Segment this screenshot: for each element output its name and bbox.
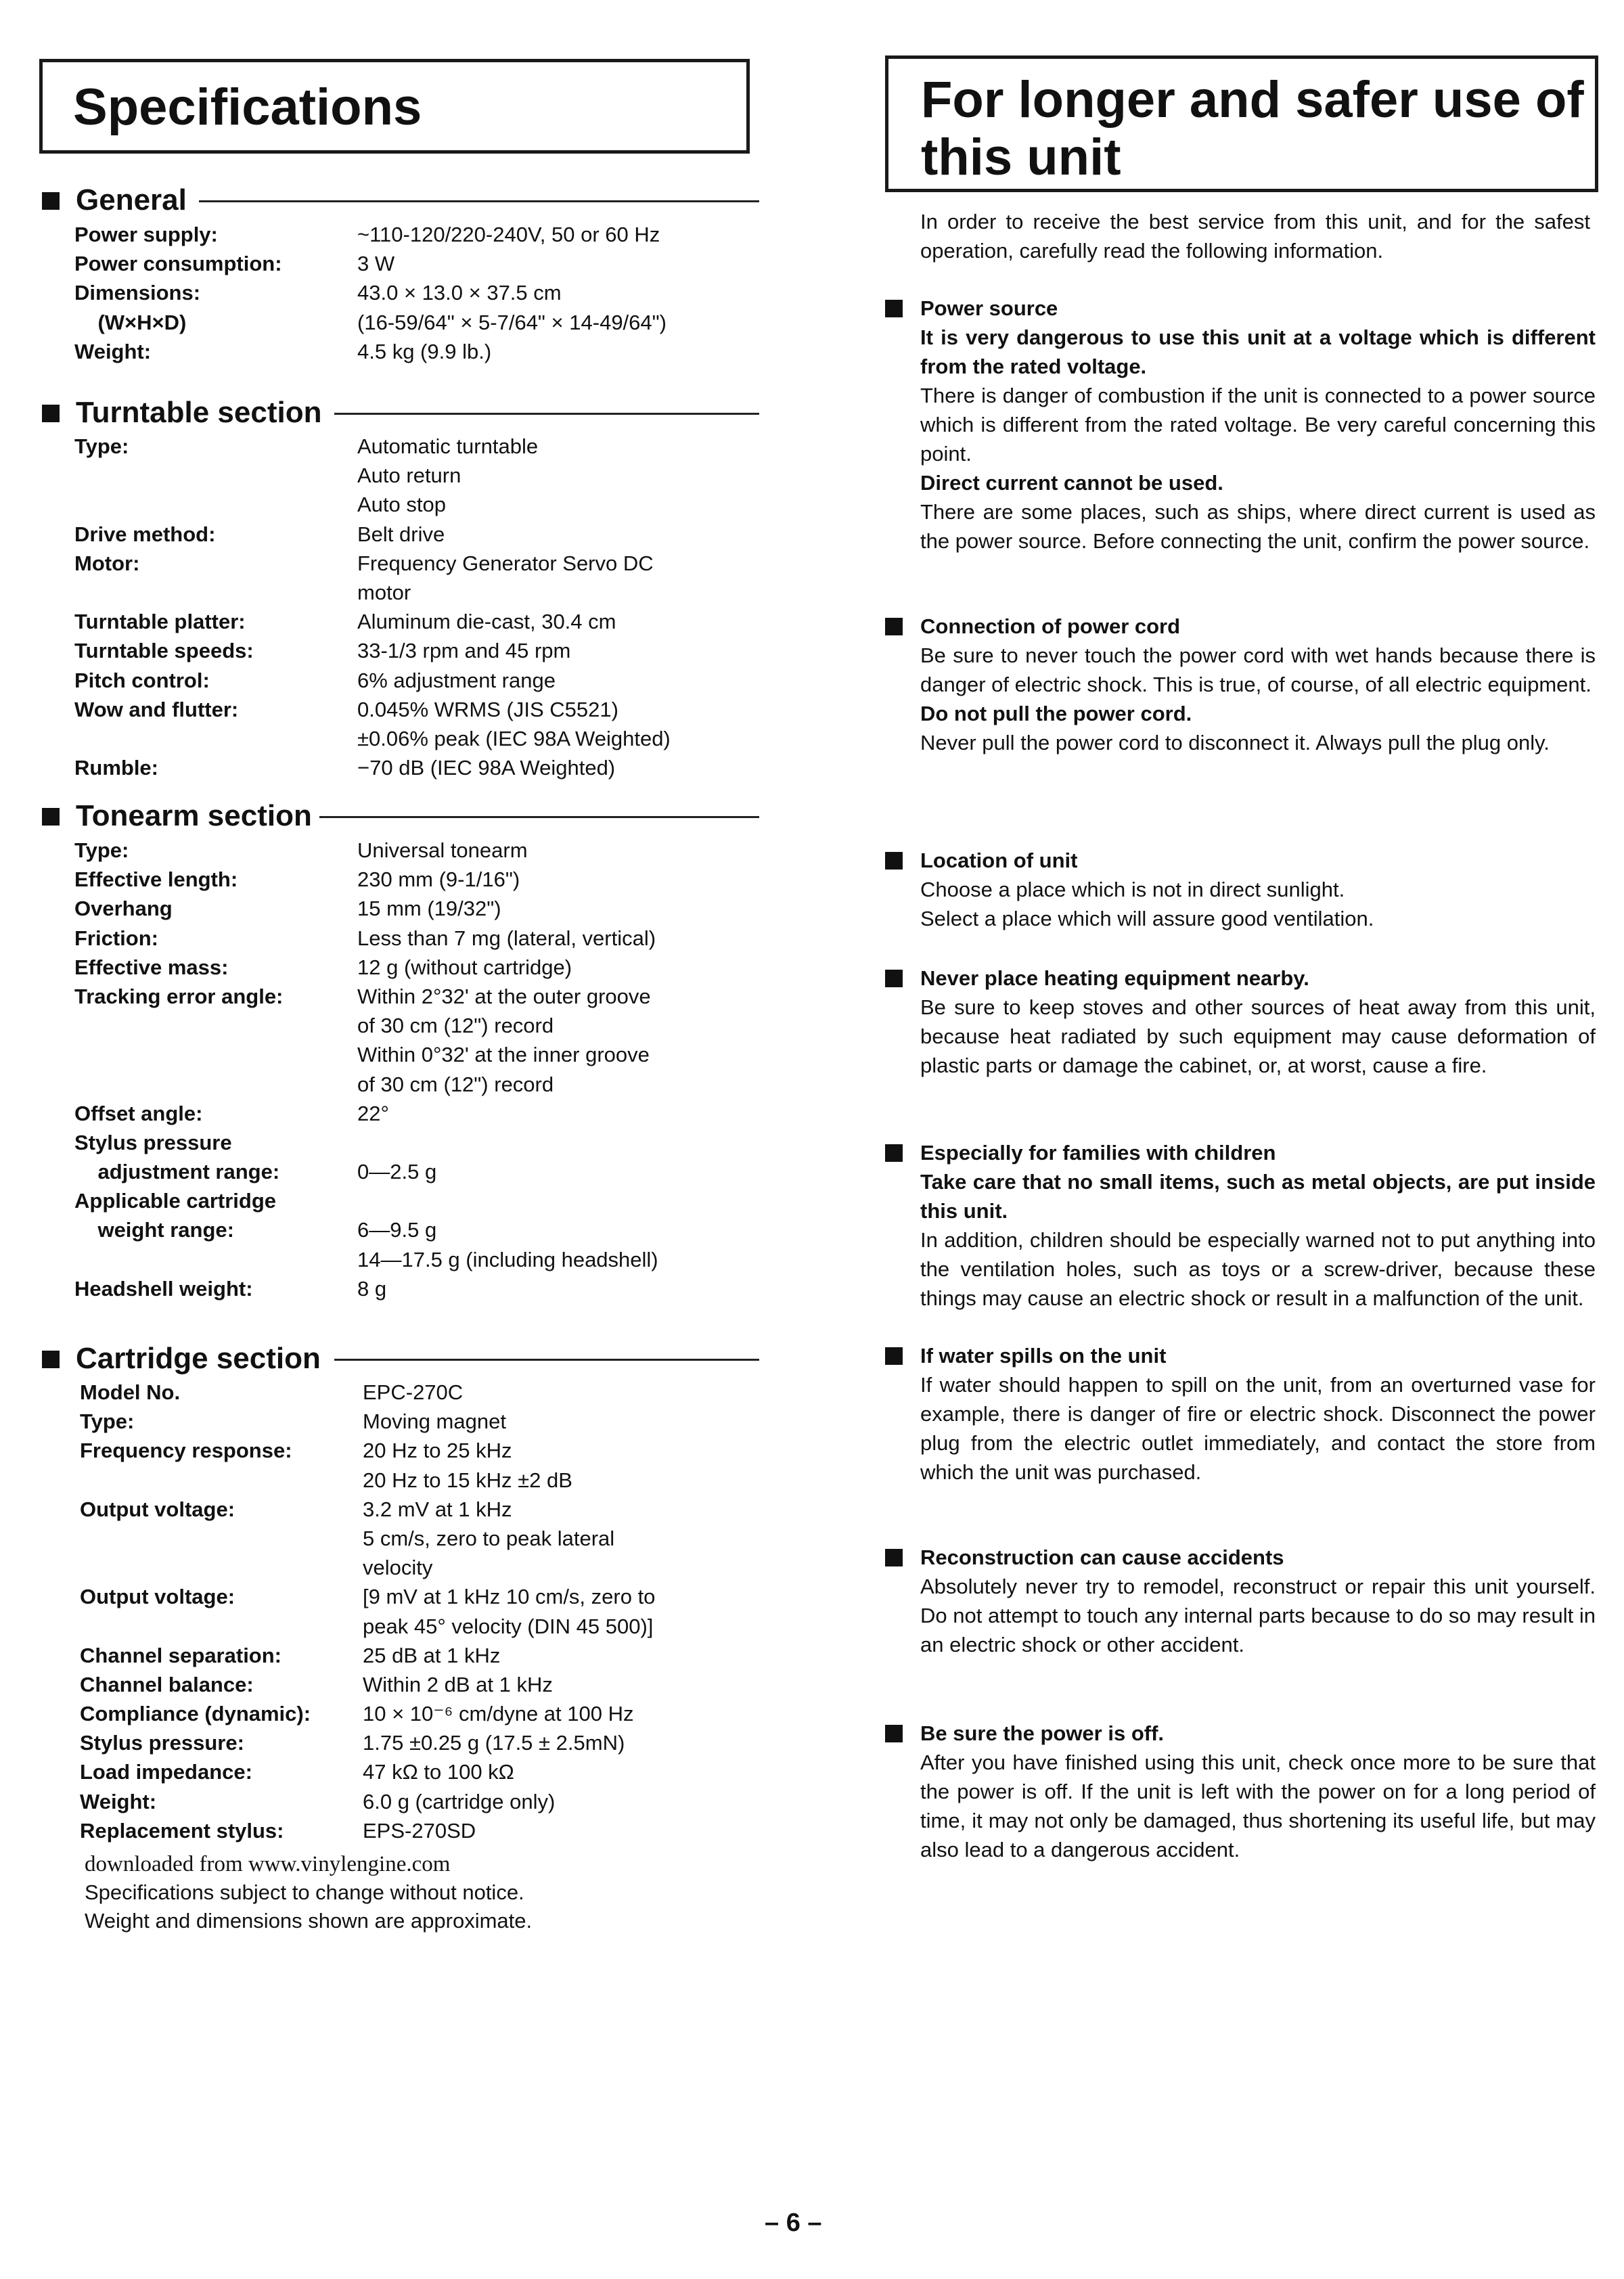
- heating-section: [885, 964, 1596, 1080]
- spec-value: 12 g (without cartridge): [357, 955, 572, 979]
- spec-row: [74, 1070, 765, 1099]
- power-off-section: [885, 1719, 1596, 1864]
- location-section: [885, 846, 1596, 933]
- spec-value: 20 Hz to 15 kHz ±2 dB: [363, 1468, 572, 1492]
- spec-value: of 30 cm (12") record: [357, 1072, 554, 1096]
- warning-text: Do not pull the power cord.: [920, 702, 1192, 725]
- spec-value: 5 cm/s, zero to peak lateral: [363, 1526, 615, 1550]
- spec-row: [74, 1186, 765, 1215]
- spec-value: ~110-120/220-240V, 50 or 60 Hz: [357, 223, 660, 246]
- safety-title: For longer and safer use of this unit: [885, 55, 1598, 192]
- section-tonearm: [42, 797, 759, 835]
- spec-value: Less than 7 mg (lateral, vertical): [357, 926, 656, 950]
- section-rule: [319, 816, 759, 818]
- reconstruction-section: [885, 1543, 1596, 1659]
- spec-label: Weight:: [74, 339, 152, 363]
- spec-label: Headshell weight:: [74, 1276, 253, 1301]
- body-text: Choose a place which is not in direct sunlight.: [920, 878, 1345, 901]
- spec-value: velocity: [363, 1556, 433, 1580]
- spec-row: [80, 1466, 770, 1495]
- spec-value: 3.2 mV at 1 kHz: [363, 1497, 512, 1521]
- spec-row: [80, 1407, 770, 1436]
- spec-value: Aluminum die-cast, 30.4 cm: [357, 610, 616, 634]
- spec-value: 0—2.5 g: [357, 1160, 437, 1184]
- bullet-square-icon: [885, 1144, 903, 1162]
- spec-value: 0.045% WRMS (JIS C5521): [357, 697, 618, 721]
- source-note: downloaded from www.vinylengine.com: [85, 1852, 451, 1876]
- spec-label: Weight:: [80, 1789, 157, 1813]
- spec-label: adjustment range:: [74, 1160, 280, 1184]
- general-rows: [74, 220, 765, 366]
- body-text: There is danger of combustion if the unit is connected to a power source which is different from the rated voltage. Be very careful concerning this point.: [920, 384, 1596, 466]
- spec-row: [74, 836, 765, 865]
- bullet-square-icon: [885, 1347, 903, 1365]
- bullet-square-icon: [885, 1725, 903, 1742]
- specifications-title: Specifications: [39, 59, 750, 154]
- spec-row: [74, 278, 765, 307]
- spec-value: Universal tonearm: [357, 838, 528, 862]
- spec-value: 22°: [357, 1101, 389, 1125]
- spec-label: Effective length:: [74, 867, 238, 892]
- spec-row: [74, 1099, 765, 1128]
- spec-row: [80, 1699, 770, 1728]
- body-text: There are some places, such as ships, where direct current is used as the power source. Before connecting the unit, confirm the power source.: [920, 500, 1596, 553]
- intro-paragraph: In order to receive the best service from this unit, and for the safest operation, carefully read the following information.: [920, 210, 1590, 263]
- spec-value: 43.0 × 13.0 × 37.5 cm: [357, 281, 562, 305]
- spec-label: Tracking error angle:: [74, 984, 284, 1008]
- power-source-section: [885, 294, 1596, 556]
- spec-row: [80, 1378, 770, 1407]
- spec-row: [80, 1436, 770, 1465]
- spec-row: [80, 1612, 770, 1641]
- spec-value: Auto stop: [357, 493, 446, 517]
- body-text: Absolutely never try to remodel, reconstruct or repair this unit yourself. Do not attempt to touch any internal parts because to do so may result in an electric shock or other accident.: [920, 1575, 1596, 1656]
- section-title: General: [76, 183, 187, 217]
- spec-row: [74, 953, 765, 982]
- spec-row: [74, 461, 765, 490]
- spec-value: Auto return: [357, 464, 461, 488]
- spec-row: [74, 1215, 765, 1244]
- spec-row: [80, 1553, 770, 1582]
- section-heading: Connection of power cord: [920, 614, 1181, 638]
- spec-row: [74, 1011, 765, 1040]
- body-text: If water should happen to spill on the unit, from an overturned vase for example, there is danger of fire or electric shock. Disconnect the power plug from the electric outlet immediately, and contact the store from which the unit was purchased.: [920, 1373, 1596, 1484]
- spec-value: ±0.06% peak (IEC 98A Weighted): [357, 726, 671, 750]
- cartridge-rows: [80, 1378, 770, 1845]
- spec-label: Offset angle:: [74, 1101, 203, 1125]
- spec-value: 3 W: [357, 252, 395, 276]
- spec-label: Output voltage:: [80, 1497, 235, 1521]
- spec-row: [74, 607, 765, 636]
- spec-label: Stylus pressure: [74, 1130, 232, 1154]
- spec-row: [74, 578, 765, 607]
- spec-value: (16-59/64" × 5-7/64" × 14-49/64"): [357, 310, 667, 334]
- spec-row: [80, 1816, 770, 1845]
- body-text: Never pull the power cord to disconnect it. Always pull the plug only.: [920, 731, 1550, 754]
- spec-row: [74, 1274, 765, 1303]
- spec-label: Model No.: [80, 1380, 181, 1404]
- section-heading: Power source: [920, 296, 1058, 320]
- spec-row: [80, 1582, 770, 1611]
- spec-label: Load impedance:: [80, 1760, 252, 1784]
- spec-label: Channel balance:: [80, 1672, 254, 1696]
- spec-row: [74, 1245, 765, 1274]
- section-rule: [334, 413, 759, 415]
- spec-row: [74, 695, 765, 724]
- spec-row: [74, 337, 765, 366]
- spec-value: 25 dB at 1 kHz: [363, 1643, 501, 1667]
- spec-label: Effective mass:: [74, 955, 229, 979]
- spec-value: 15 mm (19/32"): [357, 897, 501, 921]
- spec-value: 4.5 kg (9.9 lb.): [357, 339, 492, 363]
- section-title: Cartridge section: [76, 1342, 321, 1375]
- water-section: [885, 1341, 1596, 1487]
- body-text: In addition, children should be especially warned not to put anything into the ventilation holes, such as toys or a screw-driver, because these things may cause an electric shock or result in a malfunction of the unit.: [920, 1228, 1596, 1310]
- spec-label: Drive method:: [74, 522, 216, 546]
- spec-row: [80, 1524, 770, 1553]
- spec-value: 20 Hz to 25 kHz: [363, 1439, 512, 1463]
- bullet-square-icon: [42, 405, 60, 422]
- spec-label: Frequency response:: [80, 1439, 292, 1463]
- spec-row: [74, 220, 765, 249]
- section-rule: [199, 200, 759, 202]
- spec-label: Power supply:: [74, 223, 218, 246]
- spec-label: Friction:: [74, 926, 158, 950]
- spec-label: Compliance (dynamic):: [80, 1702, 311, 1726]
- spec-value: 10 × 10⁻⁶ cm/dyne at 100 Hz: [363, 1702, 634, 1726]
- spec-label: Type:: [80, 1409, 135, 1434]
- section-cartridge: [42, 1340, 759, 1378]
- bullet-square-icon: [42, 1351, 60, 1368]
- section-heading: Never place heating equipment nearby.: [920, 966, 1309, 990]
- spec-value: Within 2 dB at 1 kHz: [363, 1672, 553, 1696]
- spec-label: Rumble:: [74, 756, 158, 780]
- warning-text: It is very dangerous to use this unit at a voltage which is different from the rated voltage.: [920, 325, 1596, 378]
- spec-row: [74, 666, 765, 695]
- section-heading: Especially for families with children: [920, 1141, 1276, 1165]
- spec-value: Automatic turntable: [357, 434, 539, 458]
- spec-value: 47 kΩ to 100 kΩ: [363, 1760, 514, 1784]
- spec-value: Within 0°32' at the inner groove: [357, 1043, 650, 1067]
- spec-value: EPC-270C: [363, 1380, 464, 1404]
- bullet-square-icon: [42, 808, 60, 826]
- spec-row: [80, 1757, 770, 1786]
- spec-label: Type:: [74, 434, 129, 458]
- spec-value: Belt drive: [357, 522, 445, 546]
- spec-row: [74, 490, 765, 519]
- spec-label: Dimensions:: [74, 281, 201, 305]
- section-heading: Be sure the power is off.: [920, 1721, 1165, 1745]
- spec-value: 14—17.5 g (including headshell): [357, 1247, 658, 1271]
- spec-value: 6—9.5 g: [357, 1218, 437, 1242]
- spec-value: 33-1/3 rpm and 45 rpm: [357, 639, 571, 663]
- spec-value: −70 dB (IEC 98A Weighted): [357, 756, 616, 780]
- spec-value: Frequency Generator Servo DC: [357, 551, 654, 575]
- approximate-note: Weight and dimensions shown are approximate.: [85, 1909, 533, 1933]
- spec-row: [80, 1670, 770, 1699]
- spec-row: [80, 1728, 770, 1757]
- spec-value: 230 mm (9-1/16"): [357, 867, 520, 892]
- spec-label: weight range:: [74, 1218, 234, 1242]
- spec-row: [74, 549, 765, 578]
- spec-value: [9 mV at 1 kHz 10 cm/s, zero to: [363, 1585, 656, 1609]
- section-title: Tonearm section: [76, 799, 312, 832]
- spec-value: 8 g: [357, 1276, 387, 1301]
- spec-row: [74, 1128, 765, 1157]
- spec-label: Channel separation:: [80, 1643, 281, 1667]
- turntable-rows: [74, 432, 765, 782]
- warning-text: Take care that no small items, such as metal objects, are put inside this unit.: [920, 1170, 1596, 1223]
- spec-row: [80, 1787, 770, 1816]
- body-text: Be sure to keep stoves and other sources of heat away from this unit, because heat radiated by such equipment may cause deformation of plastic parts or damage the cabinet, or, at worst, cause a fire.: [920, 995, 1596, 1077]
- bullet-square-icon: [42, 192, 60, 210]
- bullet-square-icon: [885, 1549, 903, 1566]
- section-title: Turntable section: [76, 396, 322, 429]
- spec-row: [74, 308, 765, 337]
- page-number: – 6 –: [765, 2209, 822, 2237]
- spec-value: of 30 cm (12") record: [357, 1014, 554, 1038]
- power-cord-section: [885, 612, 1596, 757]
- spec-label: Power consumption:: [74, 252, 282, 276]
- spec-row: [74, 249, 765, 278]
- spec-value: peak 45° velocity (DIN 45 500)]: [363, 1614, 654, 1638]
- spec-row: [80, 1641, 770, 1670]
- section-general: [42, 181, 759, 219]
- spec-row: [74, 924, 765, 953]
- section-turntable: [42, 394, 759, 432]
- spec-row: [74, 894, 765, 923]
- spec-row: [74, 432, 765, 461]
- spec-row: [80, 1495, 770, 1524]
- spec-value: EPS-270SD: [363, 1818, 476, 1843]
- spec-label: Applicable cartridge: [74, 1189, 277, 1213]
- spec-value: 1.75 ±0.25 g (17.5 ± 2.5mN): [363, 1731, 625, 1755]
- bullet-square-icon: [885, 970, 903, 987]
- specs-change-note: Specifications subject to change without notice.: [85, 1880, 524, 1904]
- spec-row: [74, 636, 765, 665]
- spec-row: [74, 753, 765, 782]
- section-rule: [334, 1359, 759, 1361]
- section-heading: Reconstruction can cause accidents: [920, 1545, 1284, 1569]
- spec-row: [74, 724, 765, 753]
- spec-label: Output voltage:: [80, 1585, 235, 1609]
- spec-label: Turntable platter:: [74, 610, 246, 634]
- spec-row: [74, 1157, 765, 1186]
- spec-row: [74, 865, 765, 894]
- spec-label: Overhang: [74, 897, 173, 921]
- spec-value: Moving magnet: [363, 1409, 506, 1434]
- bullet-square-icon: [885, 618, 903, 635]
- section-heading: If water spills on the unit: [920, 1344, 1167, 1368]
- spec-row: [74, 520, 765, 549]
- spec-label: Wow and flutter:: [74, 697, 239, 721]
- spec-value: motor: [357, 580, 411, 604]
- bullet-square-icon: [885, 300, 903, 317]
- bullet-square-icon: [885, 852, 903, 870]
- warning-text: Direct current cannot be used.: [920, 471, 1223, 495]
- spec-label: Pitch control:: [74, 668, 210, 692]
- body-text: After you have finished using this unit, check once more to be sure that the power is off. If the unit is left with the power on for a long period of time, it may not only be damaged, thus shortening its useful life, but may also lead to a dangerous accident.: [920, 1751, 1596, 1861]
- spec-row: [74, 1040, 765, 1069]
- spec-value: 6% adjustment range: [357, 668, 556, 692]
- spec-value: Within 2°32' at the outer groove: [357, 984, 651, 1008]
- spec-row: [74, 982, 765, 1011]
- tonearm-rows: [74, 836, 765, 1303]
- body-text: Select a place which will assure good ventilation.: [920, 907, 1374, 930]
- spec-label: (W×H×D): [74, 310, 187, 334]
- spec-label: Type:: [74, 838, 129, 862]
- body-text: Be sure to never touch the power cord with wet hands because there is danger of electric shock. This is true, of course, of all electric equipment.: [920, 644, 1596, 696]
- section-heading: Location of unit: [920, 849, 1078, 872]
- spec-label: Turntable speeds:: [74, 639, 254, 663]
- children-section: [885, 1138, 1596, 1313]
- spec-value: 6.0 g (cartridge only): [363, 1789, 556, 1813]
- spec-label: Motor:: [74, 551, 140, 575]
- spec-label: Stylus pressure:: [80, 1731, 244, 1755]
- spec-label: Replacement stylus:: [80, 1818, 284, 1843]
